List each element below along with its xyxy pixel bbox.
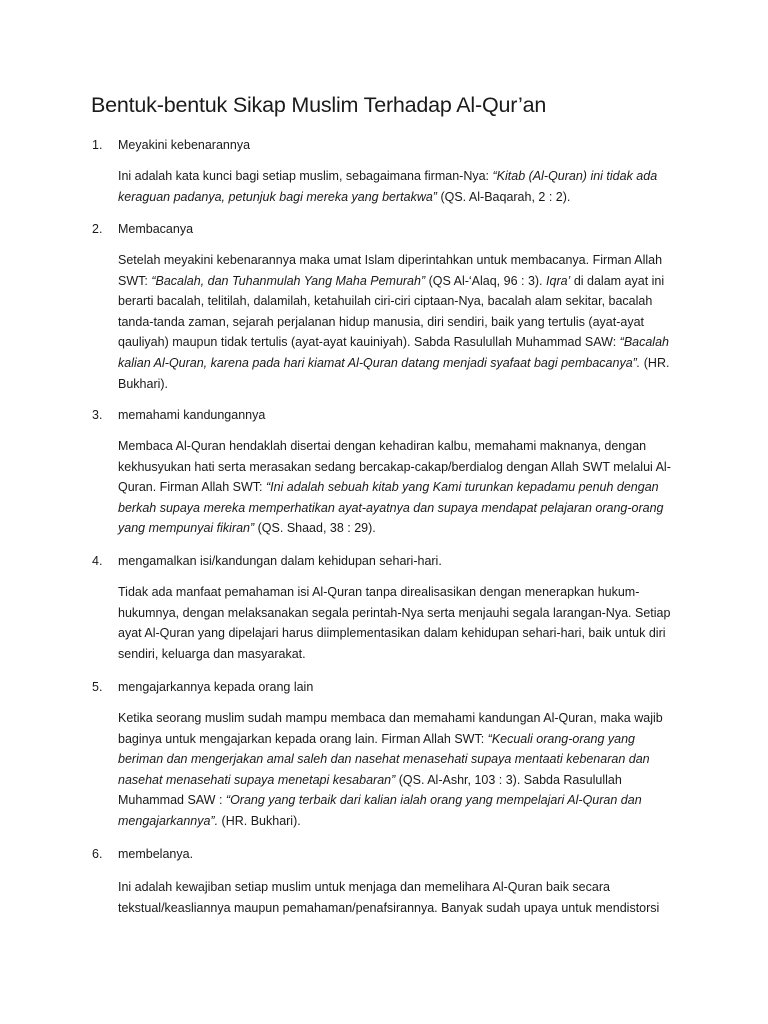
quote-text: “Orang yang terbaik dari kalian ialah orang yang mempelajari Al-Quran dan mengajarkannya”. — [118, 793, 642, 828]
quote-text: “Bacalah, dan Tuhanmulah Yang Maha Pemurah” — [151, 273, 426, 288]
item-heading: Membacanya — [118, 222, 194, 236]
item-heading: mengajarkannya kepada orang lain — [118, 680, 314, 694]
paragraph-text: Ini adalah kewajiban setiap muslim untuk menjaga dan memelihara Al-Quran baik secara tekstual/keasliannya maupun pemahaman/penafsirannya. Banyak sudah upaya untuk mendistorsi — [118, 880, 660, 915]
item-number: 2. — [92, 222, 103, 236]
item-heading: mengamalkan isi/kandungan dalam kehidupan sehari-hari. — [118, 554, 442, 568]
paragraph-text: (QS. Al-Ashr, 103 : 3). Sabda Rasulullah Muhammad SAW : — [118, 772, 622, 808]
paragraph-text: Ini adalah kata kunci bagi setiap muslim, sebagaimana firman-Nya: — [118, 169, 493, 183]
paragraph-text: (HR. Bukhari). — [118, 355, 670, 391]
paragraph-text: Ketika seorang muslim sudah mampu membaca dan memahami kandungan Al-Quran, maka wajib baginya untuk mengajarkan kepada orang lain. Firman Allah SWT: — [118, 711, 663, 746]
item-paragraph — [118, 708, 678, 832]
paragraph-text: Setelah meyakini kebenarannya maka umat Islam diperintahkan untuk membacanya. Firman Allah SWT: — [118, 253, 663, 288]
quote-text: “Kecuali orang-orang yang beriman dan mengerjakan amal saleh dan nasehat menasehati supaya mentaati kebenaran dan nasehat menasehati supaya menetapi kesabaran” — [118, 731, 650, 787]
paragraph-text: Tidak ada manfaat pemahaman isi Al-Quran tanpa direalisasikan dengan menerapkan hukum-hukumnya, dengan melaksanakan segala perintah-Nya serta menjauhi segala larangan-Nya. Setiap ayat Al-Quran yang dipelajari harus diimplementasikan dalam kehidupan sehari-hari, baik untuk diri sendiri, keluarga dan masyarakat. — [118, 585, 671, 661]
item-number: 3. — [92, 408, 103, 422]
quote-text: “Ini adalah sebuah kitab yang Kami turunkan kepadamu penuh dengan berkah supaya mereka memperhatikan ayat-ayatnya dan supaya mendapat pelajaran orang-orang yang mempunyai fikiran” — [118, 480, 664, 536]
item-paragraph — [118, 436, 678, 539]
quote-text: Iqra’ — [546, 273, 571, 288]
item-heading: membelanya. — [118, 847, 194, 861]
item-number: 4. — [92, 554, 103, 568]
paragraph-text: (HR. Bukhari). — [218, 813, 301, 828]
quote-text: “Kitab (Al-Quran) ini tidak ada keraguan padanya, petunjuk bagi mereka yang bertakwa” — [118, 169, 658, 204]
paragraph-text: Membaca Al-Quran hendaklah disertai dengan kehadiran kalbu, memahami maknanya, dengan kekhusyukan hati serta merasakan sedang bercakap-cakap/berdialog dengan Allah SWT melalui Al-Quran. Firman Allah SWT: — [118, 439, 671, 495]
item-heading: memahami kandungannya — [118, 408, 266, 422]
paragraph-text: (QS. Shaad, 38 : 29). — [254, 521, 376, 536]
paragraph-text: (QS Al-‘Alaq, 96 : 3). — [425, 273, 547, 288]
paragraph-text: di dalam ayat ini berarti bacalah, telitilah, dalamilah, ketahuilah ciri-ciri ciptaan-Nya, bacalah alam sekitar, bacalah tanda-tanda zaman, sejarah perjalanan hidup manusia, diri sendiri, baik yang tertulis (ayat-ayat qauliyah) maupun tidak tertulis (ayat-ayat kauiniyah). Sabda Rasulullah Muhammad SAW: — [118, 273, 665, 350]
item-number: 5. — [92, 680, 103, 694]
document-title: Bentuk-bentuk Sikap Muslim Terhadap Al-Qur’an — [91, 93, 547, 117]
item-paragraph — [118, 166, 678, 207]
item-number: 6. — [92, 847, 103, 861]
item-heading: Meyakini kebenarannya — [118, 138, 251, 152]
paragraph-text: (QS. Al-Baqarah, 2 : 2). — [436, 189, 571, 204]
item-paragraph — [118, 877, 678, 918]
item-number: 1. — [92, 138, 103, 152]
item-paragraph — [118, 582, 678, 664]
quote-text: “Bacalah kalian Al-Quran, karena pada hari kiamat Al-Quran datang menjadi syafaat bagi pembacanya”. — [118, 335, 669, 370]
item-paragraph — [118, 250, 678, 394]
